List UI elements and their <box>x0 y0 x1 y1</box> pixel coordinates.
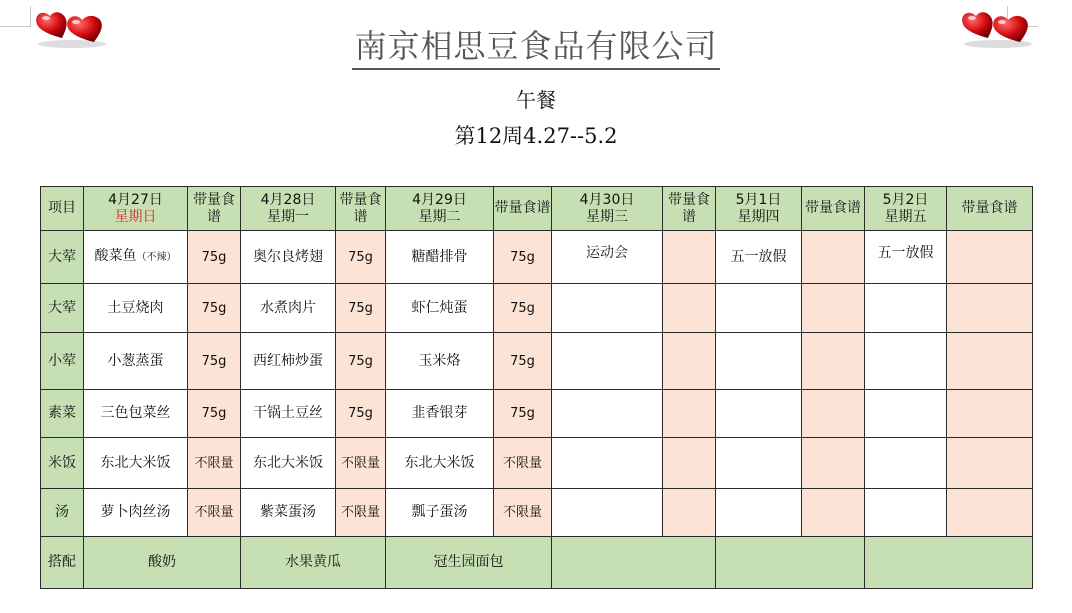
dish-cell: 东北大米饭 <box>84 438 188 489</box>
qty-cell: 75g <box>336 390 386 438</box>
header-item: 项目 <box>41 187 84 231</box>
company-name: 南京相思豆食品有限公司 <box>352 26 719 70</box>
qty-cell: 75g <box>494 333 552 390</box>
qty-cell <box>802 438 865 489</box>
dish-cell <box>552 333 663 390</box>
qty-cell <box>947 333 1033 390</box>
header-weekday: 星期二 <box>418 208 461 225</box>
header-qty-label: 带量食谱 <box>663 187 716 231</box>
dish-cell <box>865 333 947 390</box>
dish-cell <box>716 438 802 489</box>
category-cell: 米饭 <box>41 438 84 489</box>
dish-cell <box>552 489 663 537</box>
dish-cell: 小葱蒸蛋 <box>84 333 188 390</box>
qty-cell <box>663 333 716 390</box>
category-cell: 搭配 <box>41 537 84 589</box>
header-day <box>386 187 494 231</box>
category-cell: 汤 <box>41 489 84 537</box>
qty-cell <box>947 231 1033 284</box>
page-corner-mark-left <box>0 6 31 27</box>
header-qty-label: 带量食谱 <box>947 187 1033 231</box>
dish-cell <box>865 390 947 438</box>
qty-cell: 不限量 <box>336 438 386 489</box>
company-title <box>0 26 1072 70</box>
dish-cell: 紫菜蛋汤 <box>241 489 336 537</box>
qty-cell <box>802 333 865 390</box>
combo-cell <box>716 537 865 589</box>
dish-cell <box>552 438 663 489</box>
header-qty-label: 带量食谱 <box>188 187 241 231</box>
dish-cell <box>865 284 947 333</box>
header-date: 4月27日 <box>108 191 163 208</box>
header-date: 5月1日 <box>735 191 782 208</box>
meal-title: 午餐 <box>516 88 556 112</box>
qty-cell: 75g <box>188 333 241 390</box>
dish-cell: 五一放假 <box>865 231 947 284</box>
qty-cell: 不限量 <box>494 438 552 489</box>
qty-cell <box>802 390 865 438</box>
qty-cell: 75g <box>336 333 386 390</box>
header-day <box>84 187 188 231</box>
category-cell: 小荤 <box>41 333 84 390</box>
qty-cell: 75g <box>494 284 552 333</box>
combo-cell <box>865 537 1033 589</box>
dish-cell: 奥尔良烤翅 <box>241 231 336 284</box>
table-header-row <box>41 187 1033 231</box>
qty-cell: 不限量 <box>336 489 386 537</box>
qty-cell: 不限量 <box>494 489 552 537</box>
qty-cell <box>802 489 865 537</box>
qty-cell: 75g <box>336 231 386 284</box>
dish-name: 酸菜鱼 <box>94 248 137 264</box>
qty-cell <box>947 489 1033 537</box>
table-row <box>41 489 1033 537</box>
qty-cell <box>947 438 1033 489</box>
combo-row <box>41 537 1033 589</box>
header-qty-label: 带量食谱 <box>494 187 552 231</box>
dish-cell <box>716 284 802 333</box>
category-cell: 素菜 <box>41 390 84 438</box>
table-row <box>41 438 1033 489</box>
dish-cell: 运动会 <box>552 231 663 284</box>
qty-cell <box>947 284 1033 333</box>
qty-cell <box>802 231 865 284</box>
dish-cell: 东北大米饭 <box>386 438 494 489</box>
dish-cell: 干锅土豆丝 <box>241 390 336 438</box>
header-weekday: 星期五 <box>884 208 927 225</box>
category-cell: 大荤 <box>41 231 84 284</box>
header-date: 4月28日 <box>260 191 316 208</box>
header-weekday: 星期一 <box>267 208 309 225</box>
header-date: 5月2日 <box>882 191 929 208</box>
dish-cell: 糖醋排骨 <box>386 231 494 284</box>
dish-cell <box>716 489 802 537</box>
header-day <box>716 187 802 231</box>
dish-cell: 土豆烧肉 <box>84 284 188 333</box>
dish-cell: 玉米烙 <box>386 333 494 390</box>
header-weekday: 星期三 <box>586 208 628 225</box>
header-day <box>552 187 663 231</box>
header-day <box>865 187 947 231</box>
header-day <box>241 187 336 231</box>
combo-cell <box>552 537 716 589</box>
qty-cell <box>947 390 1033 438</box>
dish-cell: 西红柿炒蛋 <box>241 333 336 390</box>
table-row <box>41 333 1033 390</box>
qty-cell <box>663 231 716 284</box>
dish-cell: 东北大米饭 <box>241 438 336 489</box>
qty-cell <box>663 390 716 438</box>
header-weekday: 星期四 <box>737 208 780 225</box>
header-qty-label: 带量食谱 <box>802 187 865 231</box>
qty-cell: 75g <box>188 284 241 333</box>
dish-cell: 水煮肉片 <box>241 284 336 333</box>
qty-cell: 75g <box>494 390 552 438</box>
dish-cell <box>716 390 802 438</box>
week-title: 第12周4.27--5.2 <box>454 124 618 148</box>
header-date: 4月29日 <box>412 191 467 208</box>
dish-cell: 瓢子蛋汤 <box>386 489 494 537</box>
qty-cell: 不限量 <box>188 438 241 489</box>
header-qty-label: 带量食谱 <box>336 187 386 231</box>
qty-cell: 75g <box>494 231 552 284</box>
combo-cell: 水果黄瓜 <box>241 537 386 589</box>
header-date: 4月30日 <box>579 191 635 208</box>
dish-cell <box>552 284 663 333</box>
qty-cell <box>663 284 716 333</box>
dish-cell <box>865 489 947 537</box>
menu-table <box>40 186 1033 589</box>
header-weekday: 星期日 <box>114 208 157 225</box>
qty-cell <box>663 438 716 489</box>
dish-note: （不辣） <box>136 252 177 263</box>
qty-cell: 不限量 <box>188 489 241 537</box>
table-row <box>41 390 1033 438</box>
dish-cell: 萝卜肉丝汤 <box>84 489 188 537</box>
dish-cell: 虾仁炖蛋 <box>386 284 494 333</box>
table-row <box>41 284 1033 333</box>
category-cell: 大荤 <box>41 284 84 333</box>
dish-cell: 三色包菜丝 <box>84 390 188 438</box>
qty-cell: 75g <box>336 284 386 333</box>
dish-cell: 韭香银芽 <box>386 390 494 438</box>
qty-cell: 75g <box>188 390 241 438</box>
combo-cell: 冠生园面包 <box>386 537 552 589</box>
dish-cell <box>716 333 802 390</box>
table-row <box>41 231 1033 284</box>
dish-cell <box>865 438 947 489</box>
dish-cell <box>552 390 663 438</box>
dish-cell <box>84 231 188 284</box>
qty-cell <box>663 489 716 537</box>
qty-cell <box>802 284 865 333</box>
qty-cell: 75g <box>188 231 241 284</box>
combo-cell: 酸奶 <box>84 537 241 589</box>
dish-cell: 五一放假 <box>716 231 802 284</box>
